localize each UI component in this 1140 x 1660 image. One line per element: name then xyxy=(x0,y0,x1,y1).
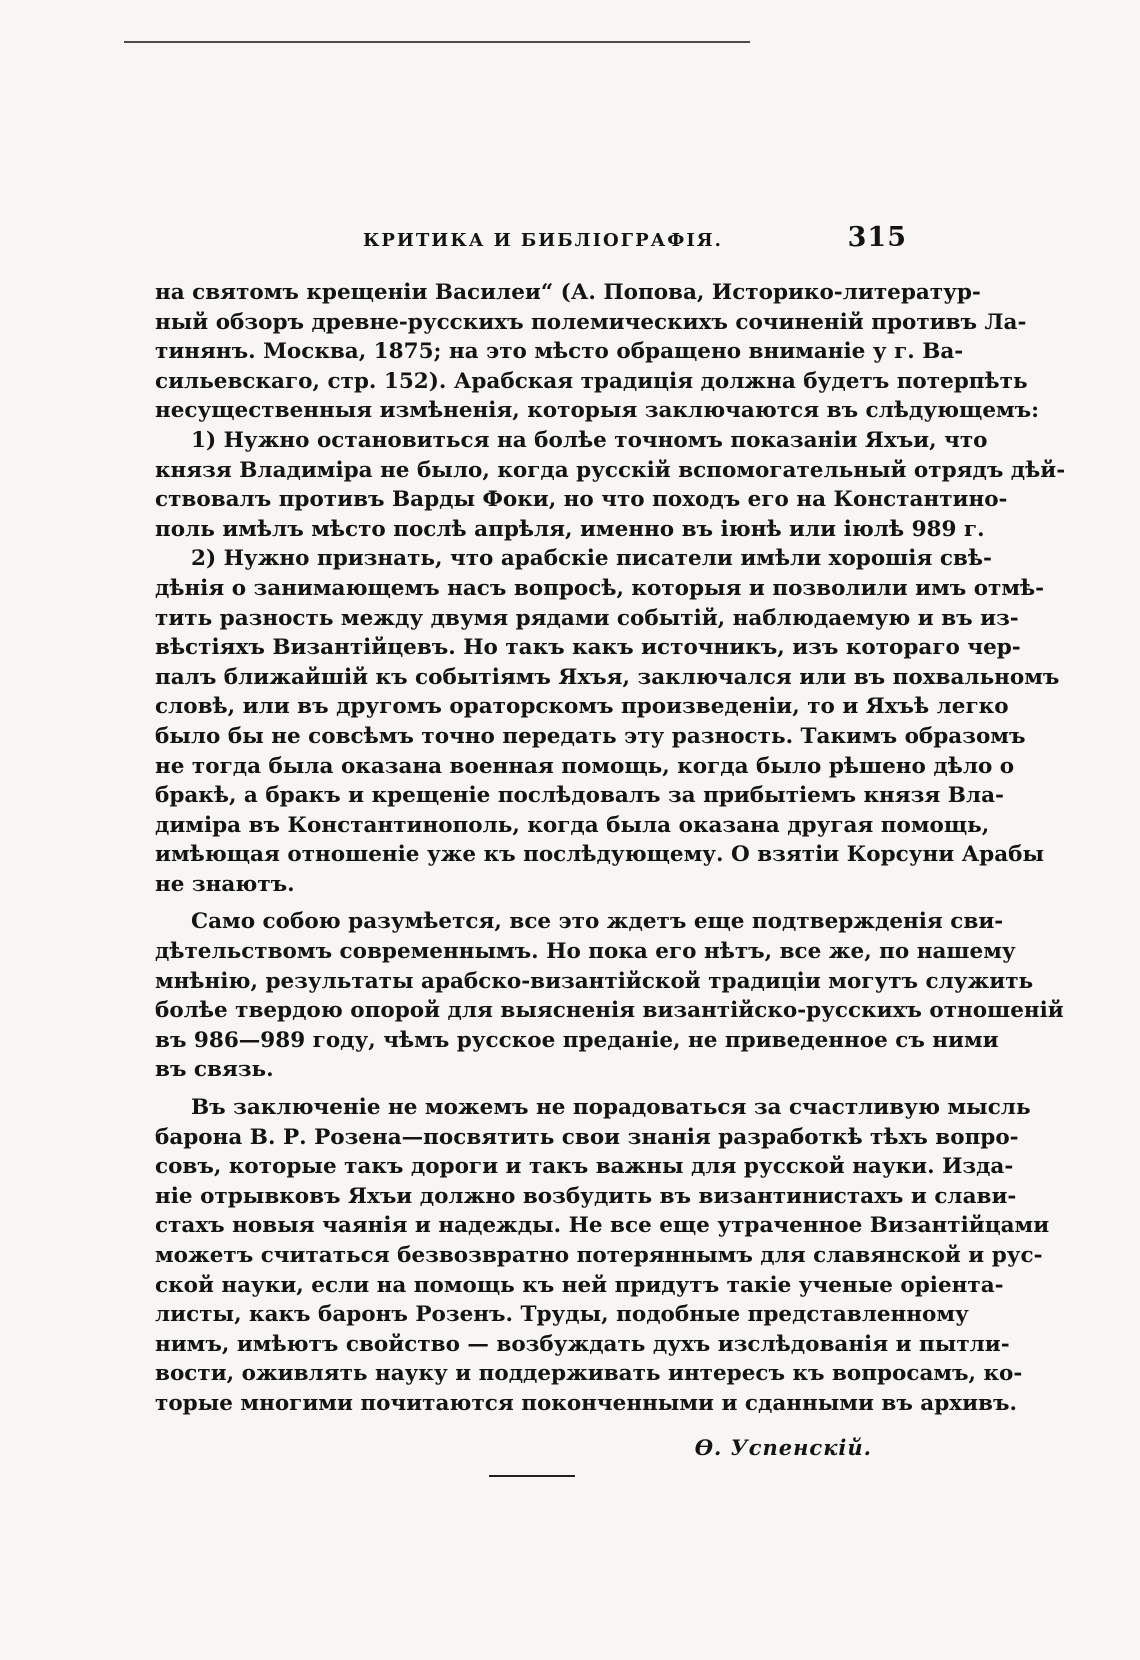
text-line: ствовалъ противъ Варды Фоки, но что походъ его на Константино- xyxy=(155,487,1008,513)
text-line: листы, какъ баронъ Розенъ. Труды, подобные представленному xyxy=(155,1302,969,1328)
text-line: бракѣ, а бракъ и крещеніе послѣдовалъ за прибытіемъ князя Вла- xyxy=(155,783,1004,809)
running-header xyxy=(155,222,907,256)
text-line: не знаютъ. xyxy=(155,871,295,897)
author-signature: Ѳ. Успенскій. xyxy=(694,1435,872,1460)
text-line: на святомъ крещеніи Василеи“ (А. Попова, Историко-литератур- xyxy=(155,280,981,305)
text-line: тить разность между двумя рядами событій, наблюдаемую и въ из- xyxy=(155,605,1019,631)
paragraph xyxy=(155,907,1064,1085)
text-line: Само собою разумѣется, все это ждетъ еще подтвержденія сви- xyxy=(191,909,1004,935)
text-line: было бы не совсѣмъ точно передать эту разность. Такимъ образомъ xyxy=(155,723,1026,749)
text-line: несущественныя измѣненія, которыя заключаются въ слѣдующемъ: xyxy=(155,398,1040,424)
text-line: совъ, которые такъ дороги и такъ важны для русской науки. Изда- xyxy=(155,1154,1014,1180)
text-line: дѣнія о занимающемъ насъ вопросѣ, которыя и позволили имъ отмѣ- xyxy=(155,575,1045,601)
text-line: вости, оживлять науку и поддерживать интересъ къ вопросамъ, ко- xyxy=(155,1361,1023,1387)
text-line: ской науки, если на помощь къ ней придутъ такіе ученые оріента- xyxy=(155,1272,1004,1298)
text-line: не тогда была оказана военная помощь, когда было рѣшено дѣло о xyxy=(155,753,1015,779)
text-line: торые многими почитаются поконченными и сданными въ архивъ. xyxy=(155,1390,1017,1416)
end-rule xyxy=(489,1475,575,1477)
text-line: стахъ новыя чаянія и надежды. Не все еще утраченное Византійцами xyxy=(155,1213,1050,1239)
text-line: мнѣнію, результаты арабско-византійской традиціи могутъ служить xyxy=(155,968,1034,994)
running-header-title: КРИТИКА И БИБЛІОГРАФІЯ. xyxy=(363,230,723,251)
text-line: ніе отрывковъ Яхъи должно возбудить въ византинистахъ и слави- xyxy=(155,1183,1017,1209)
text-line: барона В. Р. Розена—посвятить свои знанія разработкѣ тѣхъ вопро- xyxy=(155,1124,1019,1150)
text-line: имѣющая отношеніе уже къ послѣдующему. О взятіи Корсуни Арабы xyxy=(155,842,1045,868)
paragraph xyxy=(155,426,1066,544)
article-body xyxy=(155,278,1066,1419)
paragraph-gap xyxy=(155,899,907,907)
text-line: словѣ, или въ другомъ ораторскомъ произведеніи, то и Яхъѣ легко xyxy=(155,694,1009,720)
text-line: болѣе твердою опорой для выясненія византійско-русскихъ отношеній xyxy=(155,998,1064,1024)
text-line: дѣтельствомъ современнымъ. Но пока его нѣтъ, все же, по нашему xyxy=(155,939,1016,965)
text-line: въ 986—989 году, чѣмъ русское преданіе, не приведенное съ ними xyxy=(155,1027,999,1053)
paragraph-gap xyxy=(155,1085,907,1093)
text-line: нимъ, имѣютъ свойство — возбуждать духъ изслѣдованія и пытли- xyxy=(155,1331,1010,1357)
text-line: ный обзоръ древне-русскихъ полемическихъ сочиненій противъ Ла- xyxy=(155,309,1027,335)
text-line: въ связь. xyxy=(155,1057,274,1083)
page-number: 315 xyxy=(847,222,907,253)
text-line: поль имѣлъ мѣсто послѣ апрѣля, именно въ іюнѣ или іюлѣ 989 г. xyxy=(155,516,985,542)
text-line: вѣстіяхъ Византійцевъ. Но такъ какъ источникъ, изъ котораго чер- xyxy=(155,635,1021,661)
text-line: 1) Нужно остановиться на болѣе точномъ показаніи Яхъи, что xyxy=(191,427,988,453)
top-rule xyxy=(124,41,750,43)
text-line: сильевскаго, стр. 152). Арабская традиція должна будетъ потерпѣть xyxy=(155,368,1028,394)
text-line: тинянъ. Москва, 1875; на это мѣсто обращено вниманіе у г. Ва- xyxy=(155,339,964,365)
text-line: палъ ближайшій къ событіямъ Яхъя, заключался или въ похвальномъ xyxy=(155,664,1060,690)
text-line: можетъ считаться безвозвратно потеряннымъ для славянской и рус- xyxy=(155,1243,1043,1268)
paragraph xyxy=(155,544,1060,899)
paragraph xyxy=(155,1093,1050,1419)
text-line: диміра въ Константинополь, когда была оказана другая помощь, xyxy=(155,812,990,838)
text-line: 2) Нужно признать, что арабскіе писатели имѣли хорошія свѣ- xyxy=(191,546,992,572)
paragraph xyxy=(155,278,1040,426)
text-line: Въ заключеніе не можемъ не порадоваться за счастливую мысль xyxy=(191,1095,1031,1121)
text-line: князя Владиміра не было, когда русскій вспомогательный отрядъ дѣй- xyxy=(155,457,1066,483)
